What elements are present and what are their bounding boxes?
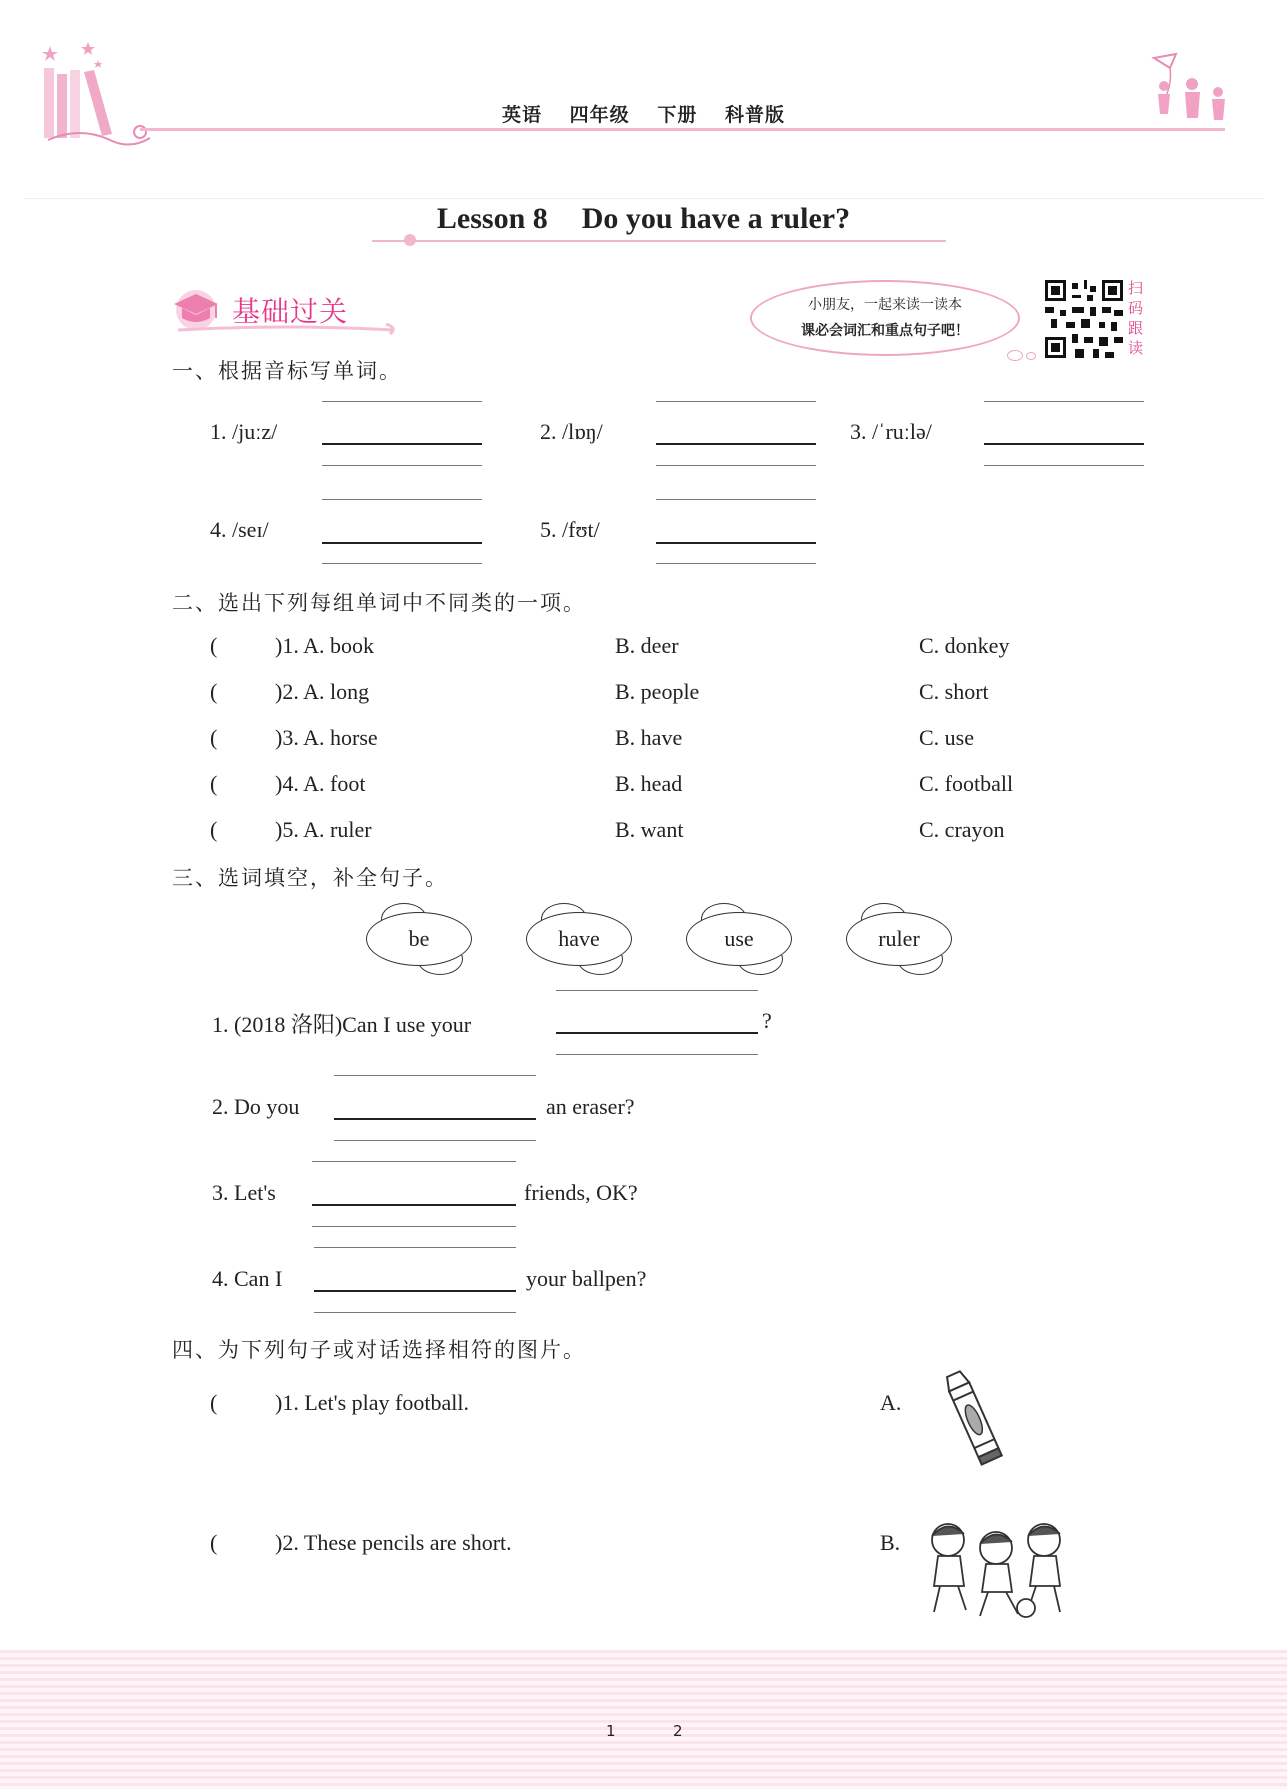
choice-row [210, 633, 1110, 661]
bubble-tail-dot [1007, 350, 1023, 361]
picture-option-a-label: A. [880, 1390, 902, 1415]
qr-code-icon[interactable] [1045, 280, 1123, 358]
option-b: B. want [615, 817, 684, 842]
answer-paren[interactable]: ( [210, 771, 218, 796]
fill-sentence-1-before: 1. (2018 洛阳)Can I use your [212, 1012, 472, 1037]
phonetic-item-4: 4. /seɪ/ [210, 517, 269, 542]
scan-to-read-label: 扫码跟读 [1128, 279, 1144, 357]
fill-sentence-1-after: ? [762, 1008, 772, 1033]
badge-label: 基础过关 [232, 295, 349, 328]
option-b: B. head [615, 771, 683, 796]
header-edition: 科普版 [724, 104, 785, 126]
title-underline [372, 240, 946, 242]
answer-line-1[interactable] [322, 443, 482, 445]
fill-blank-2[interactable] [334, 1118, 536, 1120]
lesson-name: Do you have a ruler? [581, 202, 851, 235]
word-cloud-be: be [366, 912, 472, 966]
lesson-number: Lesson 8 [436, 202, 548, 235]
option-c: C. use [919, 725, 974, 750]
footer-band [0, 1650, 1287, 1789]
option-c: C. football [919, 771, 1014, 796]
answer-paren[interactable]: ( [210, 817, 218, 842]
match-item-2 [210, 1530, 910, 1558]
crayon-icon [940, 1366, 1006, 1470]
option-b: B. deer [615, 633, 679, 658]
answer-paren[interactable]: ( [210, 725, 218, 750]
fill-blank-3[interactable] [312, 1204, 516, 1206]
phonetic-item-3: 3. /ˈruːlə/ [850, 419, 932, 444]
header-divider [140, 128, 1225, 131]
answer-paren[interactable]: ( [210, 1390, 218, 1415]
phonetic-item-1: 1. /juːz/ [210, 419, 278, 444]
choice-row [210, 725, 1110, 753]
option-a: )5. A. ruler [275, 817, 372, 842]
answer-line-2[interactable] [656, 443, 816, 445]
page-number-right: 2 [673, 1722, 683, 1740]
section4-heading: 四、为下列句子或对话选择相符的图片。 [172, 1338, 586, 1362]
lesson-title [0, 202, 1287, 236]
page-number-left: 1 [606, 1722, 616, 1740]
title-underline-dot [404, 234, 416, 246]
header-shadow [24, 198, 1264, 199]
answer-line-3[interactable] [984, 443, 1144, 445]
header-subject: 英语 [502, 104, 543, 126]
header-volume: 下册 [657, 104, 698, 126]
badge-underline [176, 322, 400, 336]
picture-option-b-label: B. [880, 1530, 901, 1555]
option-c: C. donkey [919, 633, 1010, 658]
choice-row [210, 817, 1110, 845]
choice-row [210, 771, 1110, 799]
option-a: )4. A. foot [275, 771, 366, 796]
option-b: B. people [615, 679, 700, 704]
word-cloud-use: use [686, 912, 792, 966]
answer-line-5[interactable] [656, 542, 816, 544]
fill-sentence-3-after: friends, OK? [524, 1180, 638, 1205]
section3-heading: 三、选词填空，补全句子。 [172, 866, 448, 890]
bubble-line-2: 课必会词汇和重点句子吧！ [801, 323, 969, 339]
choice-row [210, 679, 1110, 707]
fill-blank-1[interactable] [556, 1032, 758, 1034]
header-title [0, 100, 1287, 127]
fill-sentence-4-after: your ballpen? [526, 1266, 647, 1291]
fill-sentence-3-before: 3. Let's [212, 1180, 276, 1205]
answer-paren[interactable]: ( [210, 1530, 218, 1555]
match-item-1 [210, 1390, 910, 1418]
answer-line-4[interactable] [322, 542, 482, 544]
fill-blank-4[interactable] [314, 1290, 516, 1292]
word-cloud-ruler: ruler [846, 912, 952, 966]
answer-paren[interactable]: ( [210, 633, 218, 658]
fill-sentence-4-before: 4. Can I [212, 1266, 283, 1291]
option-a: )3. A. horse [275, 725, 378, 750]
phonetic-item-2: 2. /lɒŋ/ [540, 419, 603, 444]
word-cloud-have: have [526, 912, 632, 966]
fill-sentence-2-before: 2. Do you [212, 1094, 300, 1119]
option-c: C. short [919, 679, 989, 704]
fill-sentence-2-after: an eraser? [546, 1094, 635, 1119]
section1-heading: 一、根据音标写单词。 [172, 359, 402, 383]
option-b: B. have [615, 725, 683, 750]
bubble-line-1: 小朋友，一起来读一读本 [808, 297, 962, 313]
match-item-text: )1. Let's play football. [275, 1390, 469, 1415]
header-grade: 四年级 [569, 104, 630, 126]
header-decoration-left [40, 40, 170, 150]
answer-paren[interactable]: ( [210, 679, 218, 704]
kids-playing-football-icon [920, 1516, 1080, 1620]
option-a: )2. A. long [275, 679, 370, 704]
option-c: C. crayon [919, 817, 1005, 842]
read-along-bubble [750, 280, 1020, 356]
bubble-tail-dot-small [1026, 352, 1036, 360]
match-item-text: )2. These pencils are short. [275, 1530, 512, 1555]
section2-heading: 二、选出下列每组单词中不同类的一项。 [172, 591, 586, 615]
option-a: )1. A. book [275, 633, 374, 658]
phonetic-item-5: 5. /fʊt/ [540, 517, 600, 542]
